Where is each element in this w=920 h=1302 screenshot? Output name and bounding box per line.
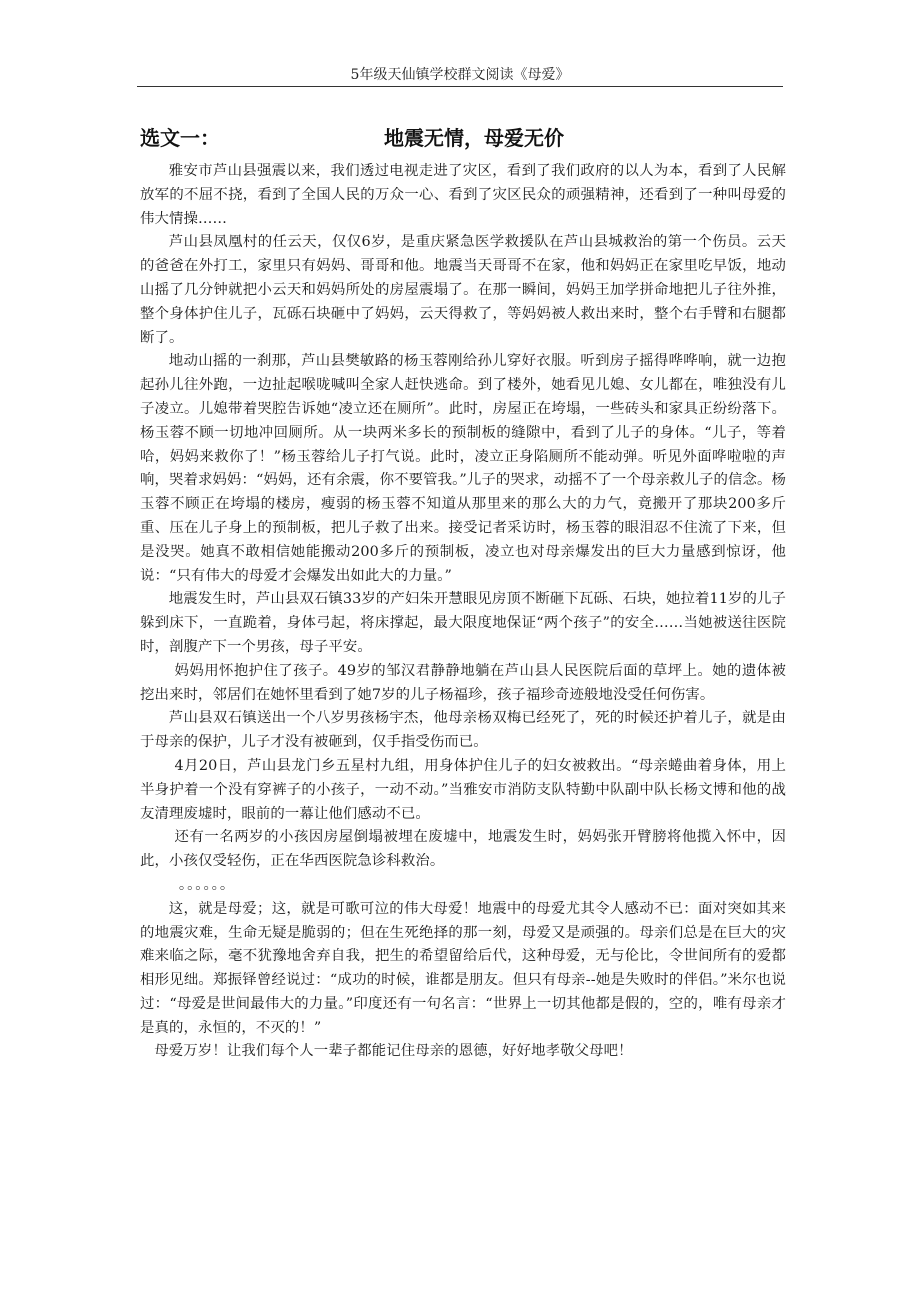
paragraph-intro: 雅安市芦山县强震以来，我们透过电视走进了灾区，看到了我们政府的以人为本，看到了人民解放军的不屈不挠，看到了全国人民的万众一心、看到了灾区民众的顽强精神，还看到了一种叫母爱的伟大情操…… — [140, 163, 786, 227]
paragraph-ren-yuntian: 芦山县凤凰村的任云天，仅仅6岁，是重庆紧急医学救援队在芦山县城救治的第一个伤员。云天的爸爸在外打工，家里只有妈妈、哥哥和他。地震当天哥哥不在家，他和妈妈正在家里吃早饭，地动山摇了几分钟就把小云天和妈妈所处的房屋震塌了。在那一瞬间，妈妈王加学拼命地把儿子往外推，整个身体护住儿子，瓦砾石块砸中了妈妈，云天得救了，等妈妈被人救出来时，整个右手臂和右腿都断了。 — [140, 234, 786, 346]
paragraph-two-year-old: 还有一名两岁的小孩因房屋倒塌被埋在废墟中，地震发生时，妈妈张开臂膀将他揽入怀中，因此，小孩仅受轻伤，正在华西医院急诊科救治。 — [140, 829, 786, 870]
paragraph-yang-yurong: 地动山摇的一刹那，芦山县樊敏路的杨玉蓉刚给孙儿穿好衣服。听到房子摇得哗哗响，就一边抱起孙儿往外跑，一边扯起喉咙喊叫全家人赶快逃命。到了楼外，她看见儿媳、女儿都在，唯独没有儿子凌立。儿媳带着哭腔告诉她“凌立还在厕所”。此时，房屋正在垮塌，一些砖头和家具正纷纷落下。杨玉蓉不顾一切地冲回厕所。从一块两米多长的预制板的缝隙中，看到了儿子的身体。“儿子，等着哈，妈妈来救你了！”杨玉蓉给儿子打气说。此时，凌立正身陷厕所不能动弹。听见外面哗啦啦的声响，哭着求妈妈：“妈妈，还有余震，你不要管我。”儿子的哭求，动摇不了一个母亲救儿子的信念。杨玉蓉不顾正在垮塌的楼房，瘦弱的杨玉蓉不知道从那里来的那么大的力气，竟搬开了那块200多斤重、压在儿子身上的预制板，把儿子救了出来。接受记者采访时，杨玉蓉的眼泪忍不住流了下来，但是没哭。她真不敢相信她能搬动200多斤的预制板，凌立也对母亲爆发出的巨大力量感到惊讶，他说：“只有伟大的母爱才会爆发出如此大的力量。” — [140, 353, 786, 584]
paragraph-closing: 母爱万岁！让我们每个人一辈子都能记住母亲的恩德，好好地孝敬父母吧！ — [154, 1043, 633, 1060]
page-header: 5年级天仙镇学校群文阅读《母爱》 — [350, 67, 570, 83]
title-row — [140, 123, 786, 153]
paragraph-conclusion: 这，就是母爱；这，就是可歌可泣的伟大母爱！地震中的母爱尤其令人感动不已：面对突如其来的地震灾难，生命无疑是脆弱的；但在生死绝择的那一刻，母爱又是顽强的。母亲们总是在巨大的灾难来临之际，毫不犹豫地舍弃自我，把生的希望留给后代，这种母爱，无与伦比，令世间所有的爱都相形见绌。郑振铎曾经说过：“成功的时候，谁都是朋友。但只有母亲--她是失败时的伴侣。”米尔也说过：“母爱是世间最伟大的力量。”印度还有一句名言：“世界上一切其他都是假的，空的，唯有母亲才是真的，永恒的，不灭的！” — [140, 900, 786, 1036]
header-divider — [137, 86, 783, 87]
article-title: 地震无情，母爱无价 — [384, 126, 564, 150]
article-body — [140, 160, 786, 1064]
paragraph-ellipsis: 。。。。。。 — [178, 876, 236, 893]
paragraph-zhu-kaihui: 地震发生时，芦山县双石镇33岁的产妇朱开慧眼见房顶不断砸下瓦砾、石块，她拉着11岁的儿子躲到床下，一直跪着，身体弓起，将床撑起，最大限度地保证“两个孩子”的安全……当她被送往医院时，剖腹产下一个男孩，母子平安。 — [140, 591, 786, 655]
section-label: 选文一： — [140, 126, 220, 150]
paragraph-yang-yujie: 芦山县双石镇送出一个八岁男孩杨宇杰，他母亲杨双梅已经死了，死的时候还护着儿子，就是由于母亲的保护，儿子才没有被砸到，仅手指受伤而已。 — [140, 710, 786, 751]
paragraph-longmen: 4月20日，芦山县龙门乡五星村九组，用身体护住儿子的妇女被救出。“母亲蜷曲着身体，用上半身护着一个没有穿裤子的小孩子，一动不动。”当雅安市消防支队特勤中队副中队长杨文博和他的战友清理废墟时，眼前的一幕让他们感动不已。 — [140, 757, 786, 822]
paragraph-zou-hanjun: 妈妈用怀抱护住了孩子。49岁的邹汉君静静地躺在芦山县人民医院后面的草坪上。她的遗体被挖出来时，邻居们在她怀里看到了她7岁的儿子杨福珍，孩子福珍奇迹般地没受任何伤害。 — [140, 662, 786, 703]
